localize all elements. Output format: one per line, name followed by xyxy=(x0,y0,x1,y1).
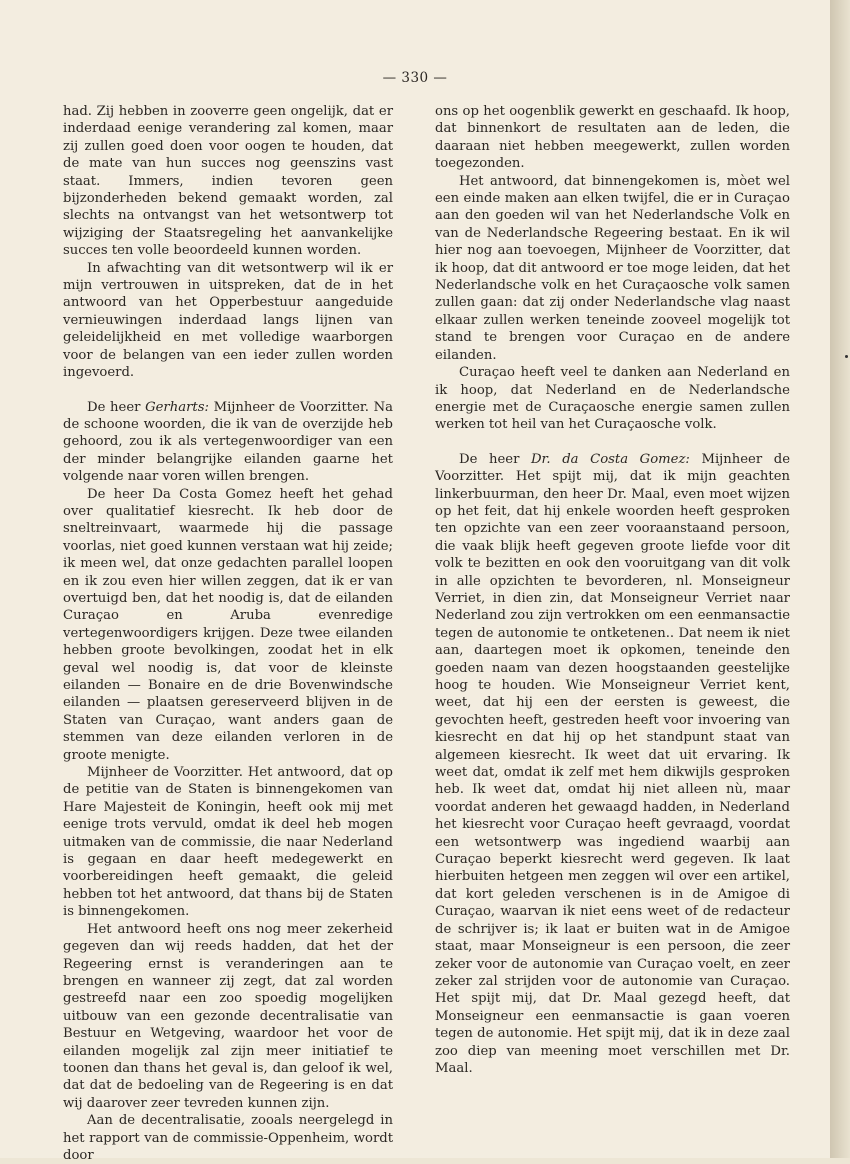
speech-text: Mijnheer de Voorzitter. Na de schoone woorden, die ik van de overzijde heb gehoord, zou ik als vertegenwoordiger van een der minder belangrijke eilanden gaarne het volgende naar voren willen brengen. xyxy=(63,399,393,485)
speaker-prefix: De heer xyxy=(87,399,146,415)
speaker-name: Dr. da Costa Gomez: xyxy=(530,451,690,467)
paragraph: De heer Da Costa Gomez heeft het gehad over qualitatief kiesrecht. Ik heb door de sneltreinvaart, waarmede hij die passage voorlas, niet goed kunnen verstaan wat hij zeide; ik meen wel, dat onze gedachten parallel loopen en ik zou even hier willen zeggen, dat ik er van overtuigd ben, dat het noodig is, dat de eilanden Curaçao en Aruba evenredige vertegenwoordigers krijgen. Deze twee eilanden hebben groote bevolkingen, zoodat het in elk geval wel noodig is, dat voor de kleinste eilanden — Bonaire en de drie Bovenwindsche eilanden — plaatsen gereserveerd blijven in de Staten van Curaçao, want anders gaan de stemmen van deze eilanden verloren in de groote menigte. xyxy=(63,486,393,763)
paragraph: Mijnheer de Voorzitter. Het antwoord, dat op de petitie van de Staten is binnengekomen van Hare Majesteit de Koningin, heeft ook mij met eenige trots vervuld, omdat ik deel heb mogen uitmaken van de commissie, die naar Nederland is gegaan en daar heeft medegewerkt en voorbereidingen heeft gemaakt, die geleid hebben tot het antwoord, dat thans bij de Staten is binnengekomen. xyxy=(63,765,393,920)
speaker-prefix: De heer xyxy=(459,451,531,467)
left-column xyxy=(63,103,393,1164)
page-edge xyxy=(830,0,850,1158)
paragraph: Het antwoord heeft ons nog meer zekerheid gegeven dan wij reeds hadden, dat het der Regeering ernst is veranderingen aan te brengen en wanneer zij zegt, dat zal worden gestreefd naar een zoo spoedig mogelijken uitbouw van een gezonde decentralisatie van Bestuur en Wetgeving, waardoor het voor de eilanden mogelijk zal zijn meer initiatief te toonen dan thans het geval is, dan geloof ik wel, dat dat de bedoeling van de Regeering is en dat wij daarover zeer tevreden kunnen zijn. xyxy=(63,921,393,1111)
right-column xyxy=(435,103,790,1077)
margin-mark xyxy=(845,355,848,358)
speech-text: Mijnheer de Voorzitter. Het spijt mij, dat ik mijn geachten linkerbuurman, den heer Dr. Maal, even moet wijzen op het feit, dat hij enkele woorden heeft gesproken ten opzichte van een zeer vooraanstaand persoon, die vaak blijk heeft gegeven groote liefde voor dit volk te bezitten en ook den vooruitgang van dit volk in alle opzichten te bevorderen, nl. Monseigneur Verriet, in dien zin, dat Monseigneur Verriet naar Nederland zou zijn vertrokken om een eenmansactie tegen de autonomie te ontketenen.. Dat neem ik niet aan, daartegen moet ik opkomen, teneinde den goeden naam van dezen hoogstaanden geestelijke hoog te houden. Wie Monseigneur Verriet kent, weet, dat hij een der eersten is geweest, die gevochten heeft, gestreden heeft voor invoering van kiesrecht en dat hij op het standpunt staat van algemeen kiesrecht. Ik weet dat uit ervaring. Ik weet dat, omdat ik zelf met hem dikwijls gesproken heb. Ik weet dat, omdat hij niet alleen nù, maar voordat anderen het gewaagd hadden, in Nederland het kiesrecht voor Curaçao heeft gevraagd, voordat een wetsontwerp was ingediend waarbij aan Curaçao beperkt kiesrecht werd gegeven. Ik laat hierbuiten hetgeen men zeggen wil over een artikel, dat kort geleden verschenen is in de Amigoe di Curaçao, waarvan ik niet eens weet of de redacteur de schrijver is; ik laat er buiten wat in de Amigoe staat, maar Monseigneur is een persoon, die zeer zeker voor de autonomie van Curaçao voelt, en zeer zeker zal strijden voor de autonomie van Curaçao. Het spijt mij, dat Dr. Maal gezegd heeft, dat Monseigneur een eenmansactie is gaan voeren tegen de autonomie. Het spijt mij, dat ik in deze zaal zoo diep van meening moet verschillen met Dr. Maal. xyxy=(435,451,790,1076)
paragraph: Aan de decentralisatie, zooals neergelegd in het rapport van de commissie-Oppenheim, wordt door xyxy=(63,1113,393,1163)
paragraph: Het antwoord, dat binnengekomen is, mòet wel een einde maken aan elken twijfel, die er in Curaçao aan den goeden wil van het Nederlandsche Volk en van de Nederlandsche Regeering bestaat. En ik wil hier nog aan toevoegen, Mijnheer de Voorzitter, dat ik hoop, dat dit antwoord er toe moge leiden, dat het Nederlandsche volk en het Curaçaosche volk samen zullen gaan: dat zij onder Nederlandsche vlag naast elkaar zullen werken teneinde zooveel mogelijk tot stand te brengen voor Curaçao en de andere eilanden. xyxy=(435,173,790,363)
page-number: — 330 — xyxy=(382,70,448,86)
speaker-paragraph xyxy=(63,399,393,486)
paragraph: In afwachting van dit wetsontwerp wil ik er mijn vertrouwen in uitspreken, dat de in het antwoord van het Opperbestuur aangeduide vernieuwingen inderdaad langs lijnen van geleidelijkheid en met volledige waarborgen voor de belangen van een ieder zullen worden ingevoerd. xyxy=(63,260,393,381)
paragraph: Curaçao heeft veel te danken aan Nederland en ik hoop, dat Nederland en de Nederlandsche energie met de Curaçaosche energie samen zullen werken tot heil van het Curaçaosche volk. xyxy=(435,365,790,433)
speaker-name: Gerharts: xyxy=(145,399,209,415)
speaker-paragraph xyxy=(435,451,790,1078)
paragraph: had. Zij hebben in zooverre geen ongelijk, dat er inderdaad eenige verandering zal komen, maar zij zullen goed doen voor oogen te houden, dat de mate van hun succes nog geenszins vast staat. Immers, indien tevoren geen bijzonderheden bekend gemaakt worden, zal slechts na ontvangst van het wetsontwerp tot wijziging der Staatsregeling het aanvankelijke succes ten volle beoordeeld kunnen worden. xyxy=(63,104,393,259)
paragraph: ons op het oogenblik gewerkt en geschaafd. Ik hoop, dat binnenkort de resultaten aan de leden, die daaraan niet hebben meegewerkt, zullen worden toegezonden. xyxy=(435,104,790,172)
